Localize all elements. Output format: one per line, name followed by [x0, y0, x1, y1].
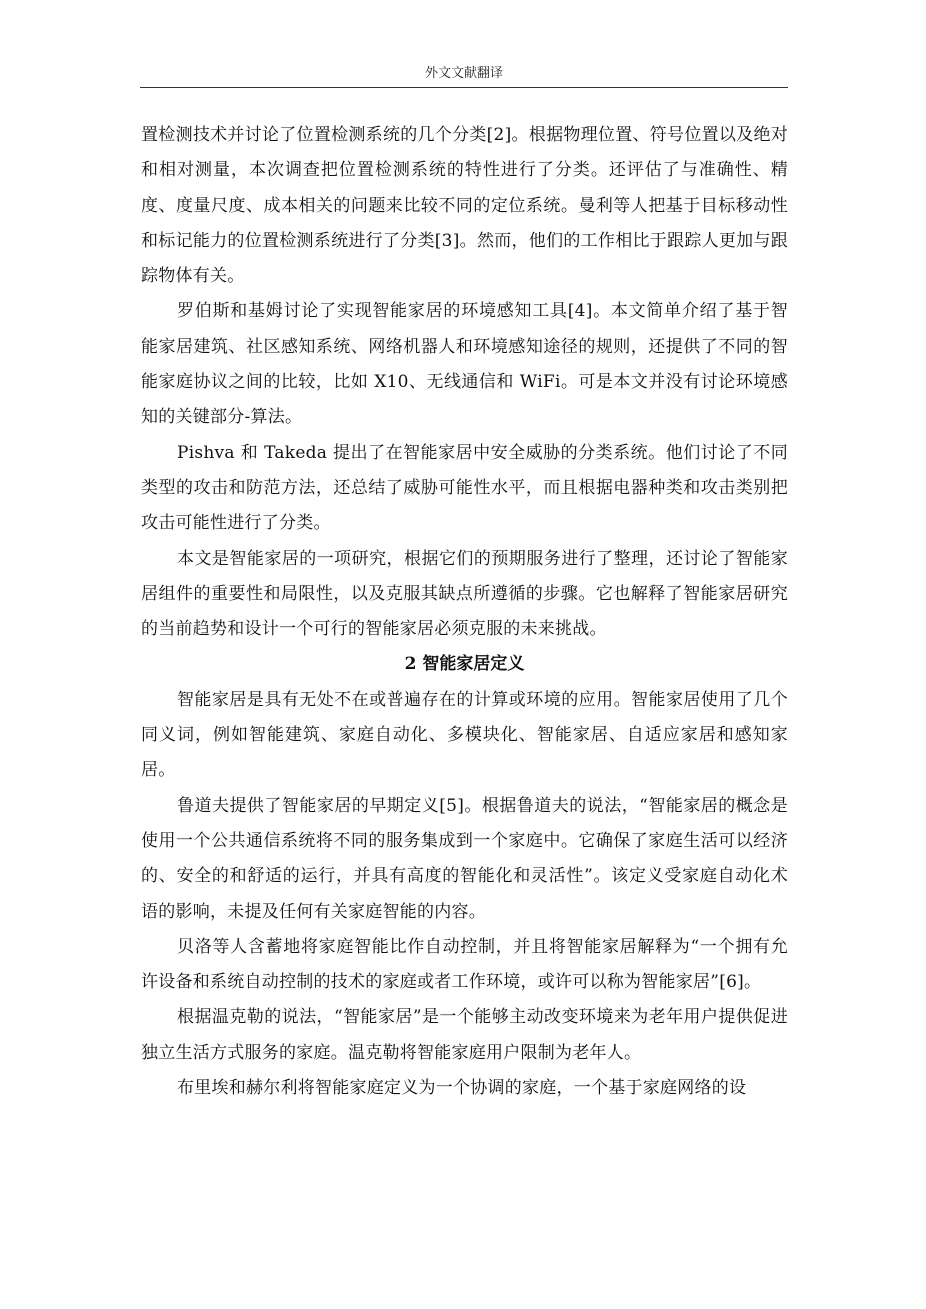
document-body [141, 118, 788, 1106]
paragraph: 置检测技术并讨论了位置检测系统的几个分类[2]。根据物理位置、符号位置以及绝对和相对测量，本次调查把位置检测系统的特性进行了分类。还评估了与准确性、精度、度量尺度、成本相关的问题来比较不同的定位系统。曼利等人把基于目标移动性和标记能力的位置检测系统进行了分类[3]。然而，他们的工作相比于跟踪人更加与跟踪物体有关。 [141, 125, 788, 287]
header-rule [140, 87, 788, 88]
paragraph: 布里埃和赫尔利将智能家庭定义为一个协调的家庭，一个基于家庭网络的设 [177, 1078, 747, 1099]
paragraph: 罗伯斯和基姆讨论了实现智能家居的环境感知工具[4]。本文简单介绍了基于智能家居建筑、社区感知系统、网络机器人和环境感知途径的规则，还提供了不同的智能家庭协议之间的比较，比如 X10、无线通信和 WiFi。可是本文并没有讨论环境感知的关键部分-算法。 [141, 301, 788, 428]
paragraph: 本文是智能家居的一项研究，根据它们的预期服务进行了整理，还讨论了智能家居组件的重要性和局限性，以及克服其缺点所遵循的步骤。它也解释了智能家居研究的当前趋势和设计一个可行的智能家居必须克服的未来挑战。 [141, 548, 788, 640]
paragraph: 智能家居是具有无处不在或普遍存在的计算或环境的应用。智能家居使用了几个同义词，例如智能建筑、家庭自动化、多模块化、智能家居、自适应家居和感知家居。 [141, 689, 788, 781]
paragraph: Pishva 和 Takeda 提出了在智能家居中安全威胁的分类系统。他们讨论了不同类型的攻击和防范方法，还总结了威胁可能性水平，而且根据电器种类和攻击类别把攻击可能性进行了分类。 [141, 442, 788, 534]
running-header: 外文文献翻译 [424, 66, 503, 81]
section-heading: 2 智能家居定义 [404, 654, 525, 675]
paragraph: 鲁道夫提供了智能家居的早期定义[5]。根据鲁道夫的说法，“智能家居的概念是使用一个公共通信系统将不同的服务集成到一个家庭中。它确保了家庭生活可以经济的、安全的和舒适的运行，并具有高度的智能化和灵活性”。该定义受家庭自动化术语的影响，未提及任何有关家庭智能的内容。 [141, 795, 788, 922]
paragraph: 根据温克勒的说法，“智能家居”是一个能够主动改变环境来为老年用户提供促进独立生活方式服务的家庭。温克勒将智能家庭用户限制为老年人。 [141, 1007, 788, 1063]
paragraph: 贝洛等人含蓄地将家庭智能比作自动控制，并且将智能家居解释为“一个拥有允许设备和系统自动控制的技术的家庭或者工作环境，或许可以称为智能家居”[6]。 [141, 936, 788, 993]
